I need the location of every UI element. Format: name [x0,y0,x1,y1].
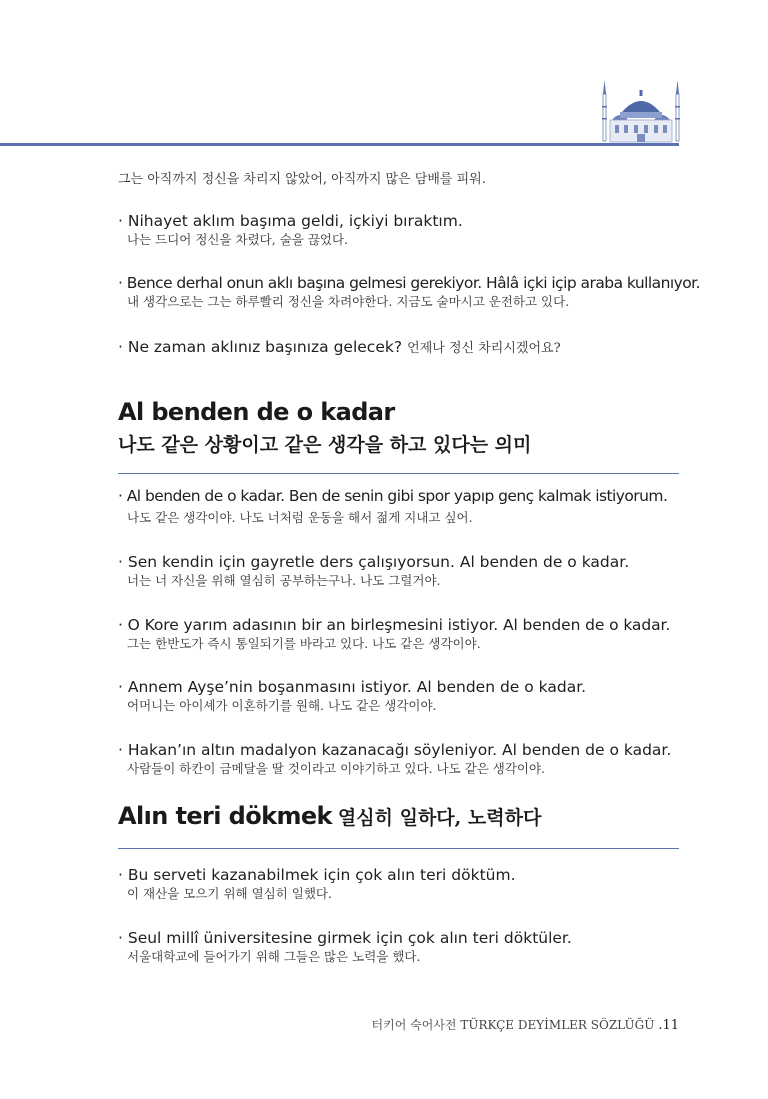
turkish-sentence: · Annem Ayşe’nin boşanmasını istiyor. Al benden de o kadar. [118,678,587,696]
example-6 [118,615,683,653]
turkish-sentence: · Hakan’ın altın madalyon kazanacağı söyleniyor. Al benden de o kadar. [118,741,672,759]
korean-translation: 나는 드디어 정신을 차렸다, 술을 끊었다. [127,232,349,247]
page-number: .11 [658,1018,679,1033]
korean-translation: 언제나 정신 차리시겠어요? [407,341,561,356]
example-7 [118,677,683,715]
turkish-sentence: · O Kore yarım adasının bir an birleşmesini istiyor. Al benden de o kadar. [118,616,671,634]
section-divider [118,473,679,474]
mosque-icon [600,76,682,144]
intro-text: 그는 아직까지 정신을 차리지 않았어, 아직까지 많은 담배를 피워. [118,172,486,187]
header-rule [0,143,679,146]
book-title: 터키어 숙어사전 TÜRKÇE DEYİMLER SÖZLÜĞÜ [371,1018,655,1032]
turkish-sentence: · Bence derhal onun aklı başına gelmesi gerekiyor. Hâlâ içki içip araba kullanıyor. [118,274,700,292]
example-10 [118,928,683,966]
idiom-meaning: 나도 같은 상황이고 같은 생각을 하고 있다는 의미 [118,434,532,456]
example-9 [118,865,683,903]
idiom-heading-line [118,802,541,830]
korean-translation: 사람들이 하칸이 금메달을 딸 것이라고 이야기하고 있다. 나도 같은 생각이야. [127,761,546,776]
section-divider [118,848,679,849]
korean-translation: 이 재산을 모으기 위해 열심히 일했다. [127,886,332,901]
example-5 [118,552,683,590]
turkish-sentence: · Bu serveti kazanabilmek için çok alın teri döktüm. [118,866,516,884]
korean-translation: 나도 같은 생각이야. 나도 너처럼 운동을 해서 젊게 지내고 싶어. [127,510,473,525]
turkish-sentence: · Al benden de o kadar. Ben de senin gibi spor yapıp genç kalmak istiyorum. [118,487,668,505]
korean-translation: 내 생각으로는 그는 하루빨리 정신을 차려야한다. 지금도 술마시고 운전하고 있다. [127,294,570,309]
turkish-sentence: · Ne zaman aklınız başınıza gelecek? [118,338,403,356]
korean-translation: 너는 너 자신을 위해 열심히 공부하는구나. 나도 그럴거야. [127,573,441,588]
turkish-sentence: · Sen kendin için gayretle ders çalışıyorsun. Al benden de o kadar. [118,553,630,571]
idiom-title: Alın teri dökmek [118,802,332,830]
example-1 [118,211,683,249]
korean-translation: 서울대학교에 들어가기 위해 그들은 많은 노력을 했다. [127,949,421,964]
turkish-sentence: · Seul millî üniversitesine girmek için çok alın teri döktüler. [118,929,572,947]
turkish-sentence: · Nihayet aklım başıma geldi, içkiyi bıraktım. [118,212,463,230]
korean-translation: 그는 한반도가 즉시 통일되기를 바라고 있다. 나도 같은 생각이야. [127,636,481,651]
idiom-title: Al benden de o kadar [118,398,395,426]
korean-translation: 어머니는 아이셰가 이혼하기를 원해. 나도 같은 생각이야. [127,698,437,713]
example-3 [118,337,683,358]
example-2 [118,273,700,311]
example-4 [118,486,683,527]
idiom-meaning: 열심히 일하다, 노력하다 [337,807,542,829]
example-8 [118,740,683,778]
page-footer [372,1016,679,1033]
